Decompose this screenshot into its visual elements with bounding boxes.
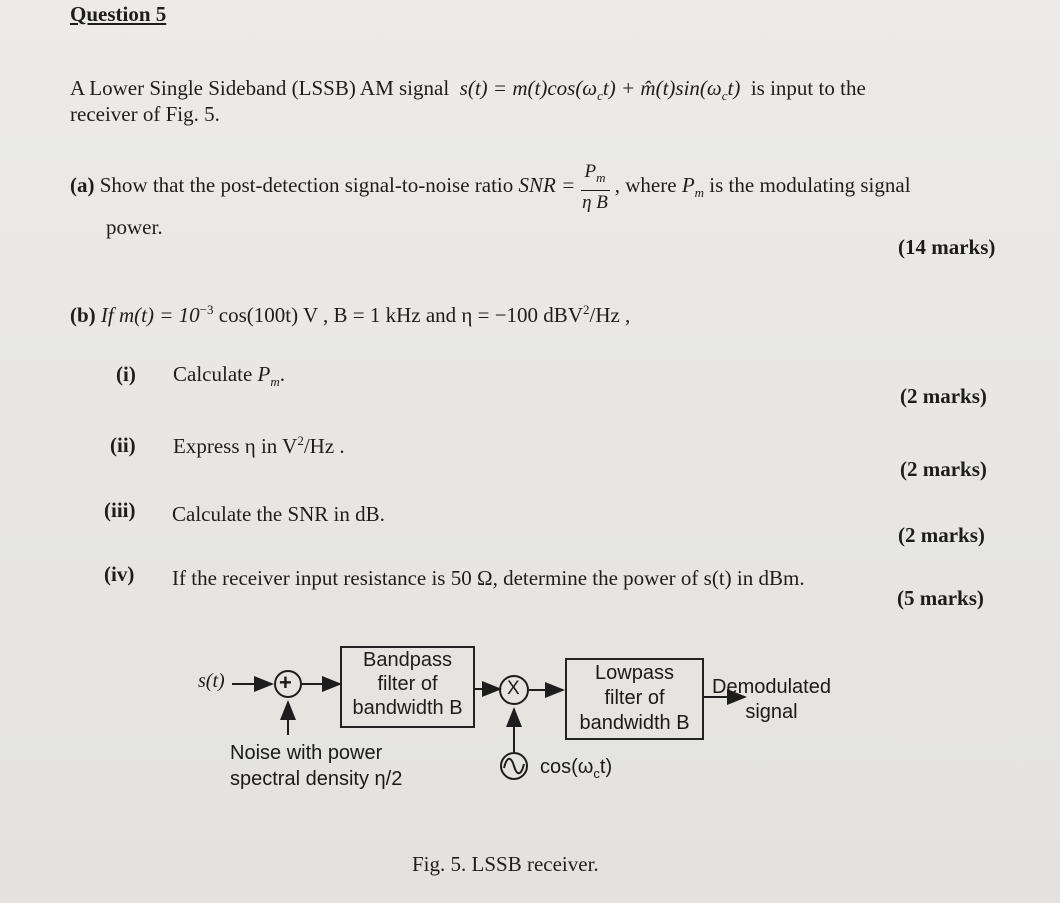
- snr-lhs: SNR =: [518, 173, 576, 198]
- bandpass-filter-box: Bandpass filter of bandwidth B: [340, 646, 475, 730]
- figure-caption: Fig. 5. LSSB receiver.: [412, 852, 599, 876]
- intro-formula: $s(t) = m(t)\cos(\omega_ct)$ + $m̂(t)\sin(\omega_ct)$: [459, 76, 746, 104]
- pm-symbol: $P_m$: [681, 173, 705, 201]
- lowpass-filter-label: Lowpass filter of bandwidth B: [579, 662, 690, 734]
- sub-ii-marks: (2 marks): [900, 457, 987, 481]
- bandpass-filter-border: [340, 646, 475, 728]
- sub-iii-text: Calculate the SNR in dB.: [172, 502, 385, 526]
- sub-iv-marks: (5 marks): [897, 586, 984, 610]
- mixer-x-icon: X: [507, 678, 520, 699]
- sub-iii-marks: (2 marks): [898, 523, 985, 547]
- intro-line-2: receiver of Fig. 5.: [70, 102, 220, 126]
- sub-iv-label: (iv): [104, 562, 135, 586]
- part-b-line: (b) If $m(t) = 10^{-3}$ cos(100t) V , B = 1 kHz and η = −100 dBV$^2$/Hz ,: [70, 302, 631, 327]
- adder-plus-icon: +: [279, 670, 292, 695]
- sub-i-text: Calculate $P_m$.: [173, 362, 286, 390]
- oscillator-label: $\cos(\omega_ct)$: [540, 756, 613, 781]
- intro-text-end: is input to the: [750, 76, 866, 100]
- sub-i-marks: (2 marks): [900, 384, 987, 408]
- noise-label: Noise with power spectral density η/2: [230, 742, 403, 790]
- snr-fraction: $\frac{P_m}{\text{η B}}$: [582, 161, 608, 213]
- part-a-label: (a): [70, 173, 95, 198]
- sine-wave-icon: [504, 759, 524, 774]
- sub-ii-label: (ii): [110, 433, 136, 457]
- intro-text: A Lower Single Sideband (LSSB) AM signal: [70, 76, 450, 100]
- sub-iii-label: (iii): [104, 498, 136, 522]
- part-a-line-1: (a) Show that the post-detection signal-to-noise ratio SNR = $\frac{P_m}{\text{η B}}$ , where $P_m$ is the modulating signal: [70, 161, 911, 213]
- question-heading: Question 5: [70, 2, 167, 26]
- sub-ii-text: Express η in $V^2/Hz$ .: [173, 433, 345, 458]
- sub-iv-text: If the receiver input resistance is 50 Ω, determine the power of s(t) in dBm.: [172, 566, 805, 590]
- part-a-line-2: power.: [106, 215, 163, 239]
- output-label: Demodulated signal: [712, 676, 831, 723]
- part-b-label: (b): [70, 303, 96, 327]
- input-signal-label: s(t): [198, 670, 225, 692]
- sub-i-label: (i): [116, 362, 136, 386]
- part-a-marks: (14 marks): [898, 235, 996, 259]
